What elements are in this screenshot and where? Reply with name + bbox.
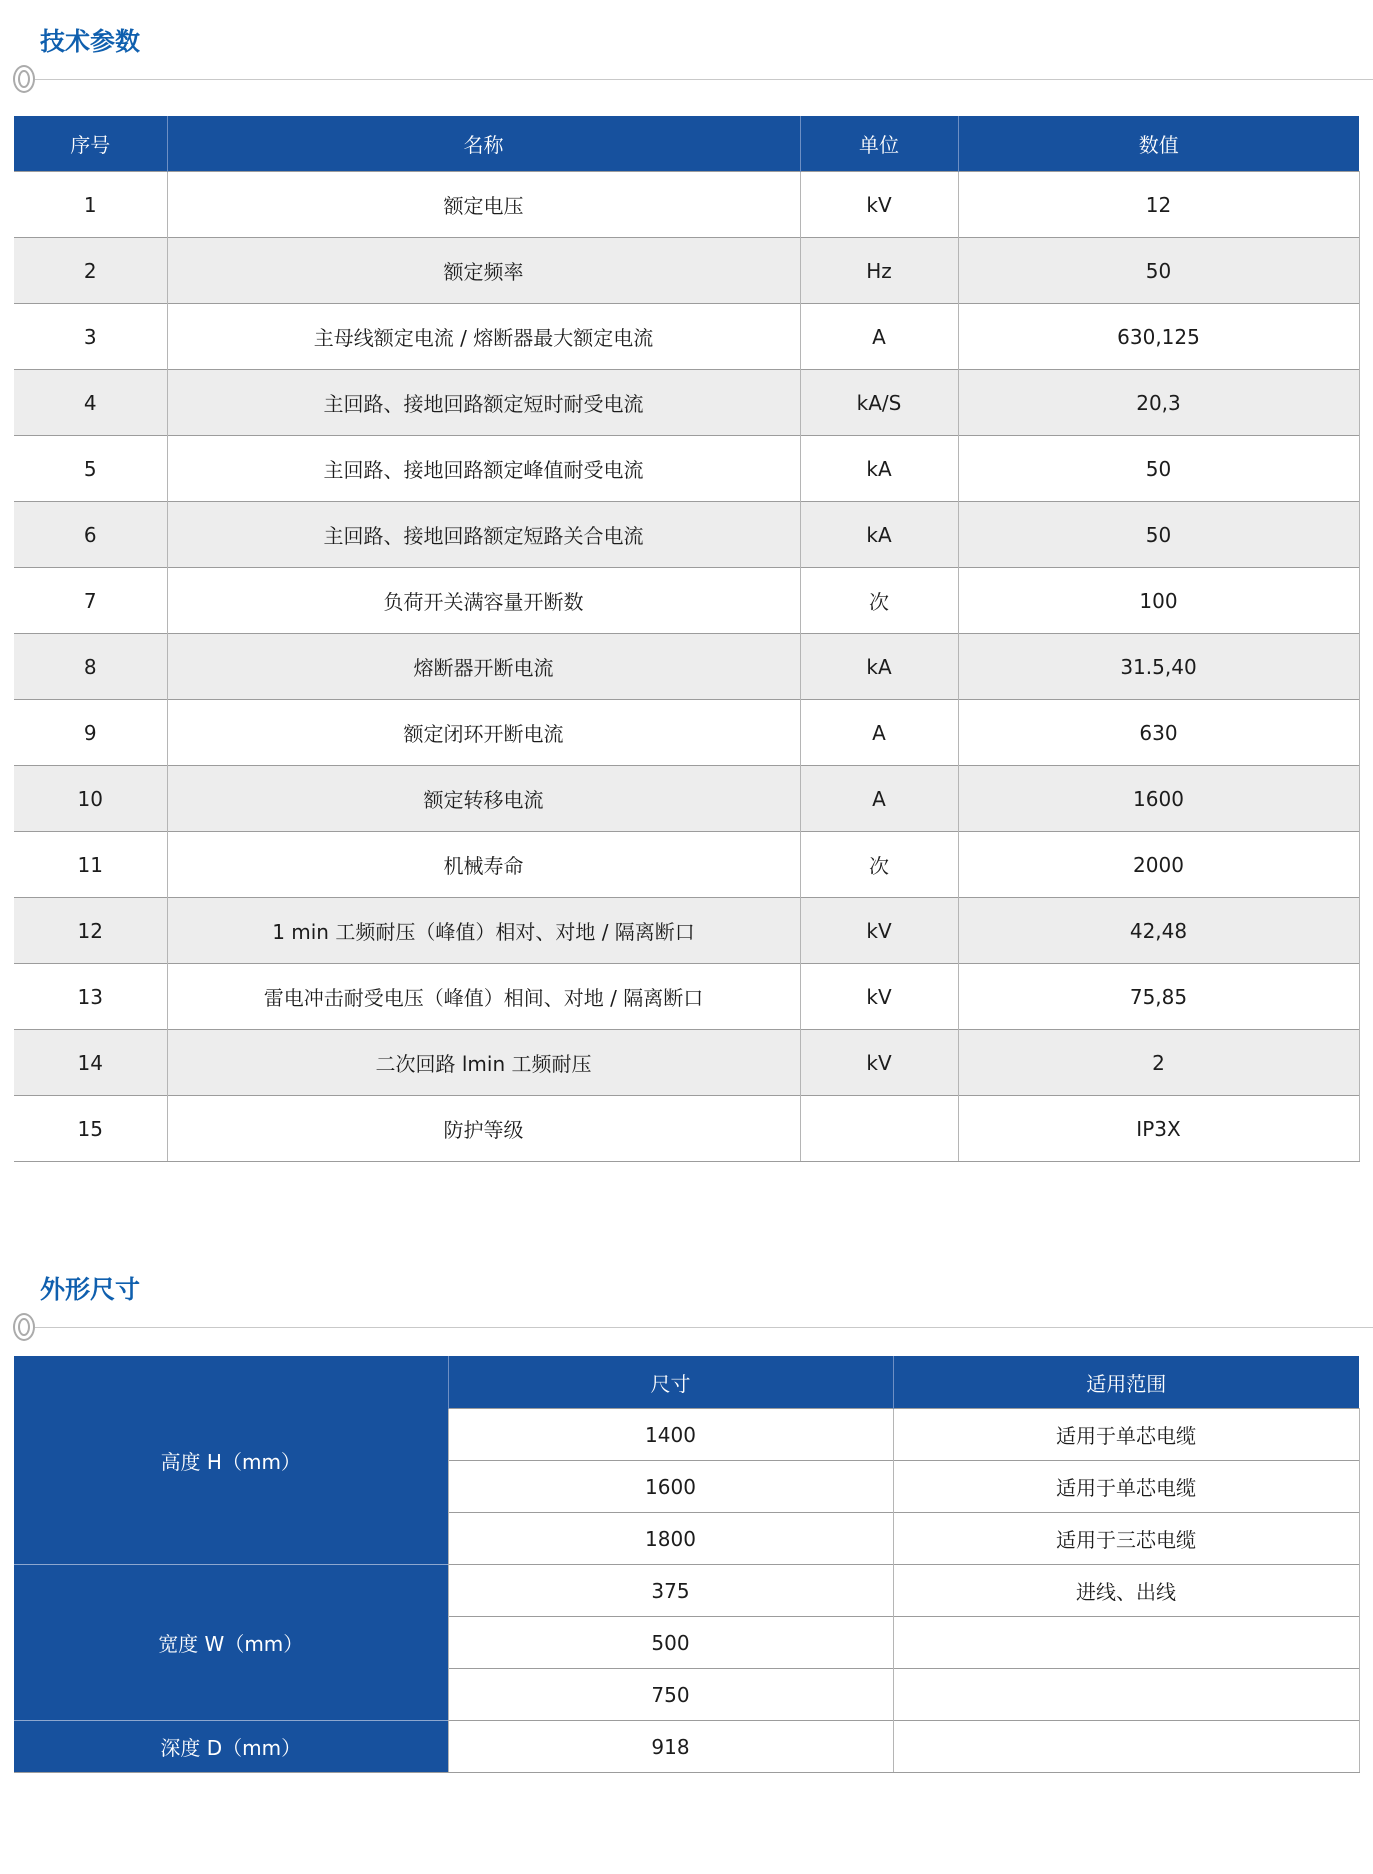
table-row [14,1721,1359,1773]
table-header-row [14,1356,1359,1409]
unit-cell: kA [800,502,958,568]
value-cell: 630,125 [958,304,1359,370]
value-cell: 100 [958,568,1359,634]
dimension-group-height: 高度 H（mm） [14,1356,448,1565]
unit-cell: kV [800,172,958,238]
value-cell: 75,85 [958,964,1359,1030]
value-cell: 42,48 [958,898,1359,964]
param-name-cell: 主回路、接地回路额定短时耐受电流 [167,370,800,436]
row-number-cell: 10 [14,766,167,832]
table-row [14,1565,1359,1617]
row-number-cell: 9 [14,700,167,766]
table-row [14,370,1359,436]
table-row [14,634,1359,700]
param-name-cell: 防护等级 [167,1096,800,1162]
value-cell: 12 [958,172,1359,238]
param-name-cell: 主母线额定电流 / 熔断器最大额定电流 [167,304,800,370]
row-number-cell: 12 [14,898,167,964]
param-name-cell: 二次回路 lmin 工频耐压 [167,1030,800,1096]
value-cell: 20,3 [958,370,1359,436]
unit-cell: 次 [800,832,958,898]
size-cell: 1400 [448,1409,893,1461]
value-cell: 50 [958,502,1359,568]
value-cell: 31.5,40 [958,634,1359,700]
col-header-applicable-range: 适用范围 [893,1356,1359,1409]
table-row [14,766,1359,832]
section-title-technical-params: 技术参数 [40,27,141,56]
double-ring-icon [13,65,35,93]
row-number-cell: 13 [14,964,167,1030]
table-row [14,832,1359,898]
value-cell: 1600 [958,766,1359,832]
dimensions-table [14,1356,1360,1773]
value-cell: 2 [958,1030,1359,1096]
range-cell: 适用于单芯电缆 [893,1461,1359,1513]
unit-cell: kV [800,898,958,964]
technical-params-table [14,116,1360,1162]
divider-line [35,79,1373,80]
table-row [14,964,1359,1030]
param-name-cell: 额定转移电流 [167,766,800,832]
spec-sheet-page [0,26,1373,1874]
table-row [14,568,1359,634]
range-cell [893,1721,1359,1773]
table-header-row [14,116,1359,172]
table-row [14,304,1359,370]
param-name-cell: 雷电冲击耐受电压（峰值）相间、对地 / 隔离断口 [167,964,800,1030]
param-name-cell: 负荷开关满容量开断数 [167,568,800,634]
row-number-cell: 7 [14,568,167,634]
double-ring-inner [18,70,30,88]
table-row [14,502,1359,568]
value-cell: IP3X [958,1096,1359,1162]
table-row [14,238,1359,304]
size-cell: 1800 [448,1513,893,1565]
row-number-cell: 5 [14,436,167,502]
row-number-cell: 2 [14,238,167,304]
unit-cell: A [800,304,958,370]
param-name-cell: 主回路、接地回路额定短路关合电流 [167,502,800,568]
row-number-cell: 11 [14,832,167,898]
unit-cell: 次 [800,568,958,634]
col-header-value: 数值 [958,116,1359,172]
range-cell: 适用于三芯电缆 [893,1513,1359,1565]
size-cell: 500 [448,1617,893,1669]
row-number-cell: 3 [14,304,167,370]
divider-line [35,1327,1373,1328]
table-row [14,700,1359,766]
unit-cell: A [800,766,958,832]
unit-cell: kA [800,436,958,502]
double-ring-icon [13,1313,35,1341]
double-ring-inner [18,1318,30,1336]
value-cell: 50 [958,238,1359,304]
row-number-cell: 14 [14,1030,167,1096]
range-cell [893,1669,1359,1721]
param-name-cell: 主回路、接地回路额定峰值耐受电流 [167,436,800,502]
row-number-cell: 4 [14,370,167,436]
value-cell: 2000 [958,832,1359,898]
range-cell: 进线、出线 [893,1565,1359,1617]
unit-cell: kA [800,634,958,700]
param-name-cell: 额定电压 [167,172,800,238]
range-cell [893,1617,1359,1669]
size-cell: 1600 [448,1461,893,1513]
param-name-cell: 1 min 工频耐压（峰值）相对、对地 / 隔离断口 [167,898,800,964]
size-cell: 750 [448,1669,893,1721]
col-header-name: 名称 [167,116,800,172]
table-row [14,1030,1359,1096]
section-gap [0,1162,1373,1248]
unit-cell [800,1096,958,1162]
table-row [14,172,1359,238]
col-header-unit: 单位 [800,116,958,172]
table-row [14,898,1359,964]
dimension-group-width: 宽度 W（mm） [14,1565,448,1721]
size-cell: 918 [448,1721,893,1773]
row-number-cell: 1 [14,172,167,238]
col-header-no: 序号 [14,116,167,172]
param-name-cell: 额定频率 [167,238,800,304]
row-number-cell: 6 [14,502,167,568]
col-header-size: 尺寸 [448,1356,893,1409]
param-name-cell: 额定闭环开断电流 [167,700,800,766]
unit-cell: kA/S [800,370,958,436]
section-divider [0,62,1373,96]
dimension-group-depth: 深度 D（mm） [14,1721,448,1773]
unit-cell: Hz [800,238,958,304]
param-name-cell: 机械寿命 [167,832,800,898]
table-row [14,1096,1359,1162]
unit-cell: kV [800,1030,958,1096]
row-number-cell: 8 [14,634,167,700]
unit-cell: A [800,700,958,766]
section-title-dimensions: 外形尺寸 [40,1275,141,1304]
size-cell: 375 [448,1565,893,1617]
range-cell: 适用于单芯电缆 [893,1409,1359,1461]
row-number-cell: 15 [14,1096,167,1162]
section-divider [0,1310,1373,1344]
unit-cell: kV [800,964,958,1030]
value-cell: 630 [958,700,1359,766]
table-row [14,436,1359,502]
param-name-cell: 熔断器开断电流 [167,634,800,700]
value-cell: 50 [958,436,1359,502]
